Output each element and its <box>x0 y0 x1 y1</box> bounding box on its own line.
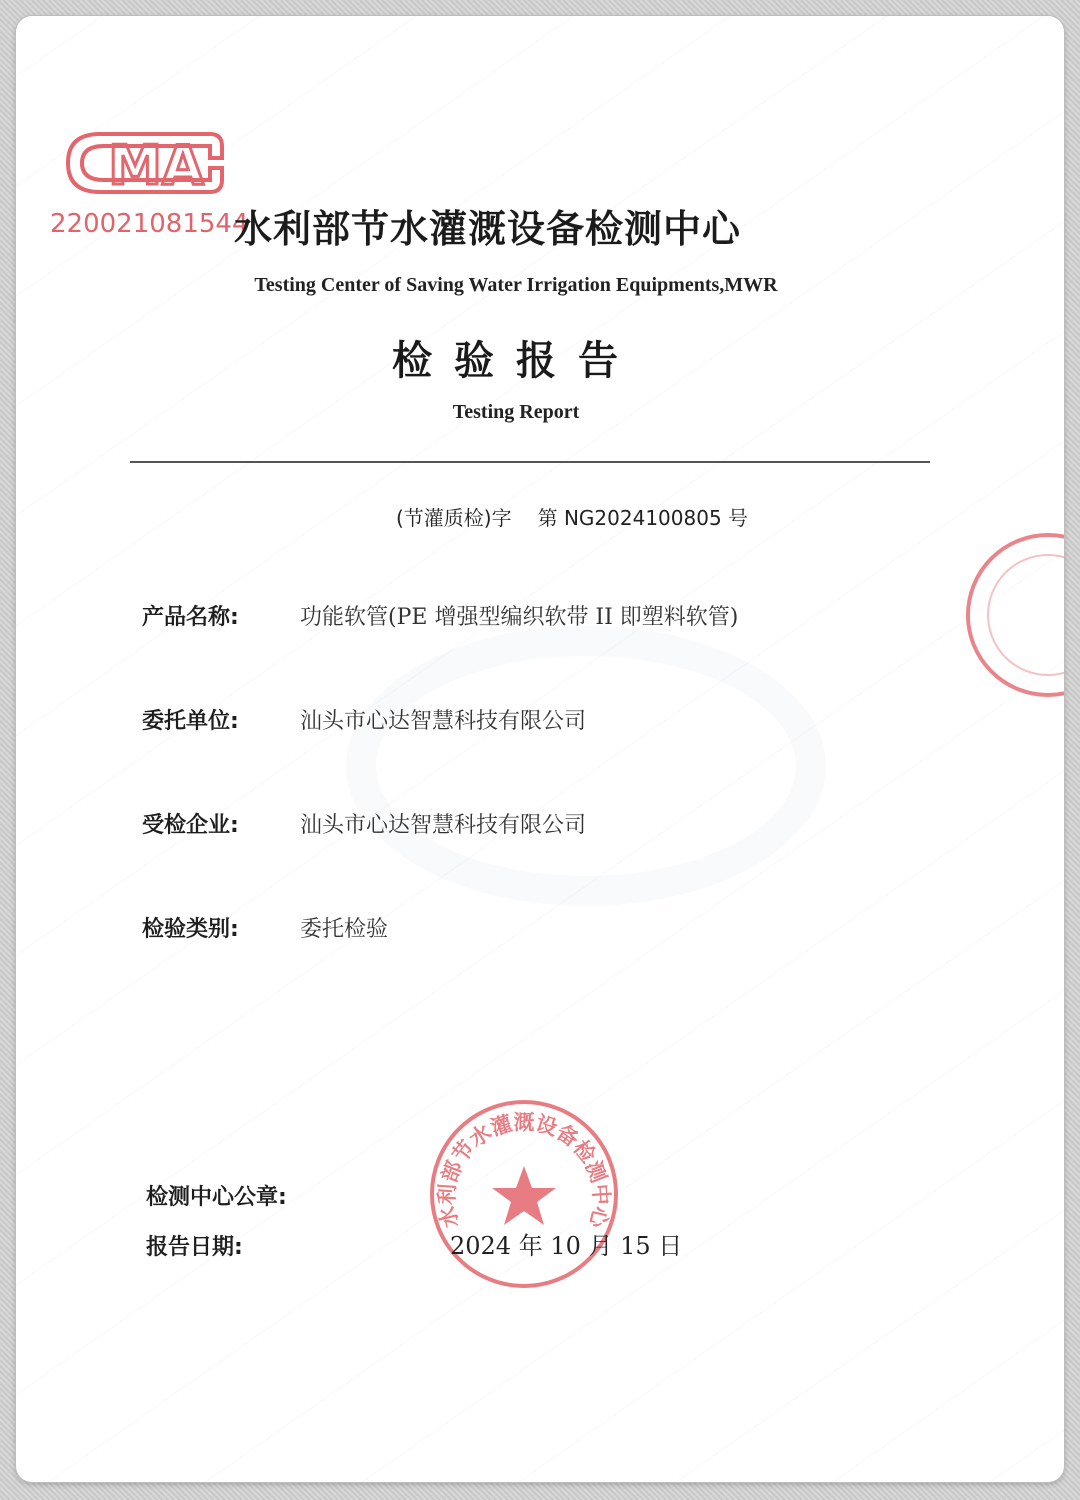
field-product-name <box>142 600 738 631</box>
divider-rule <box>130 461 930 463</box>
report-number-value: 第 NG2024100805 号 <box>537 506 749 530</box>
svg-text:水利部节水灌溉设备检测中心: 水利部节水灌溉设备检测中心 <box>434 1110 614 1231</box>
seal-label: 检测中心公章: <box>146 1185 287 1210</box>
field-value: 委托检验 <box>300 917 389 942</box>
field-label: 受检企业: <box>142 813 239 838</box>
center-name-en: Testing Center of Saving Water Irrigation Equipments,MWR <box>254 274 778 296</box>
report-title-en: Testing Report <box>452 401 580 423</box>
cma-logo-icon <box>60 124 226 202</box>
logo-text: MA <box>108 134 204 197</box>
watermark-logo <box>346 626 826 906</box>
field-inspected-company <box>142 808 586 839</box>
report-title-cn: 检验报告 <box>392 337 640 384</box>
field-value: 汕头市心达智慧科技有限公司 <box>300 709 587 734</box>
field-label: 产品名称: <box>142 605 239 630</box>
field-label: 检验类别: <box>142 917 239 942</box>
report-sheet <box>16 16 1064 1482</box>
official-seal-icon <box>426 1096 622 1292</box>
date-label: 报告日期: <box>146 1235 243 1260</box>
report-number-prefix: (节灌质检)字 <box>396 506 512 530</box>
field-client <box>142 704 586 735</box>
edge-seal-icon <box>960 530 1064 700</box>
report-number <box>396 502 748 531</box>
field-label: 委托单位: <box>142 709 239 734</box>
field-value: 汕头市心达智慧科技有限公司 <box>300 813 587 838</box>
field-inspection-type <box>142 912 388 943</box>
field-value: 功能软管(PE 增强型编织软带 II 即塑料软管) <box>300 605 739 630</box>
cert-number: 220021081544 <box>50 209 249 239</box>
center-name-cn: 水利部节水灌溉设备检测中心 <box>234 207 742 251</box>
report-date: 2024 年 10 月 15 日 <box>450 1232 683 1260</box>
